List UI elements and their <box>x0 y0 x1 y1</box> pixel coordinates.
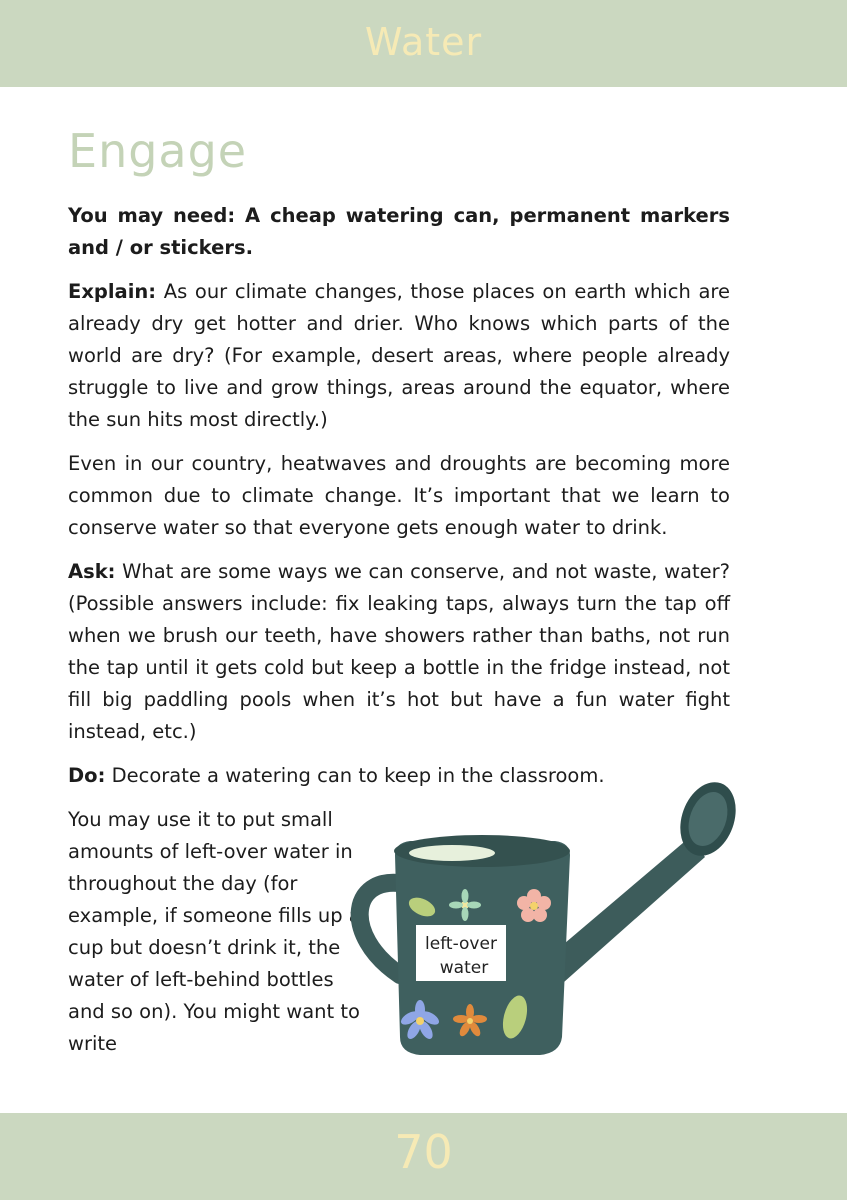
do-label: Do: <box>68 764 106 787</box>
chapter-title: Water <box>364 20 483 64</box>
section-title: Engage <box>68 124 248 178</box>
you-may-need-paragraph: You may need: A cheap watering can, permanent markers and / or stickers. <box>68 204 730 259</box>
page-number: 70 <box>394 1125 453 1179</box>
can-label-line2: water <box>439 958 489 978</box>
do-text: Decorate a watering can to keep in the classroom. <box>105 764 605 787</box>
ask-label: Ask: <box>68 560 116 583</box>
watering-can-illustration <box>340 775 750 1065</box>
can-label-line1: left-over <box>425 934 497 954</box>
ask-paragraph <box>68 556 730 748</box>
do-wrap-text: You may use it to put small amounts of left-over water in throughout the day (for example, if someone fills up a cup but doesn’t drink it, the water of left-behind bottles and so on). You might want to write <box>68 808 361 1055</box>
explain-text: As our climate changes, those places on earth which are already dry get hotter and drier. Who knows which parts of the world are dry? (For example, desert areas, where people already struggle to live and grow things, areas around the equator, where the sun hits most directly.) <box>68 280 730 431</box>
explain-paragraph <box>68 276 730 436</box>
water-opening <box>409 845 495 861</box>
explain-label: Explain: <box>68 280 157 303</box>
ask-text: What are some ways we can conserve, and not waste, water? (Possible answers include: fix leaking taps, always turn the tap off when we brush our teeth, have showers rather than baths, not run the tap until it gets cold but keep a bottle in the fridge instead, not fill big paddling pools when it’s hot but have a fun water fight instead, etc.) <box>68 560 730 743</box>
climate-paragraph: Even in our country, heatwaves and droughts are becoming more common due to climate change. It’s important that we learn to conserve water so that everyone gets enough water to drink. <box>68 452 730 539</box>
